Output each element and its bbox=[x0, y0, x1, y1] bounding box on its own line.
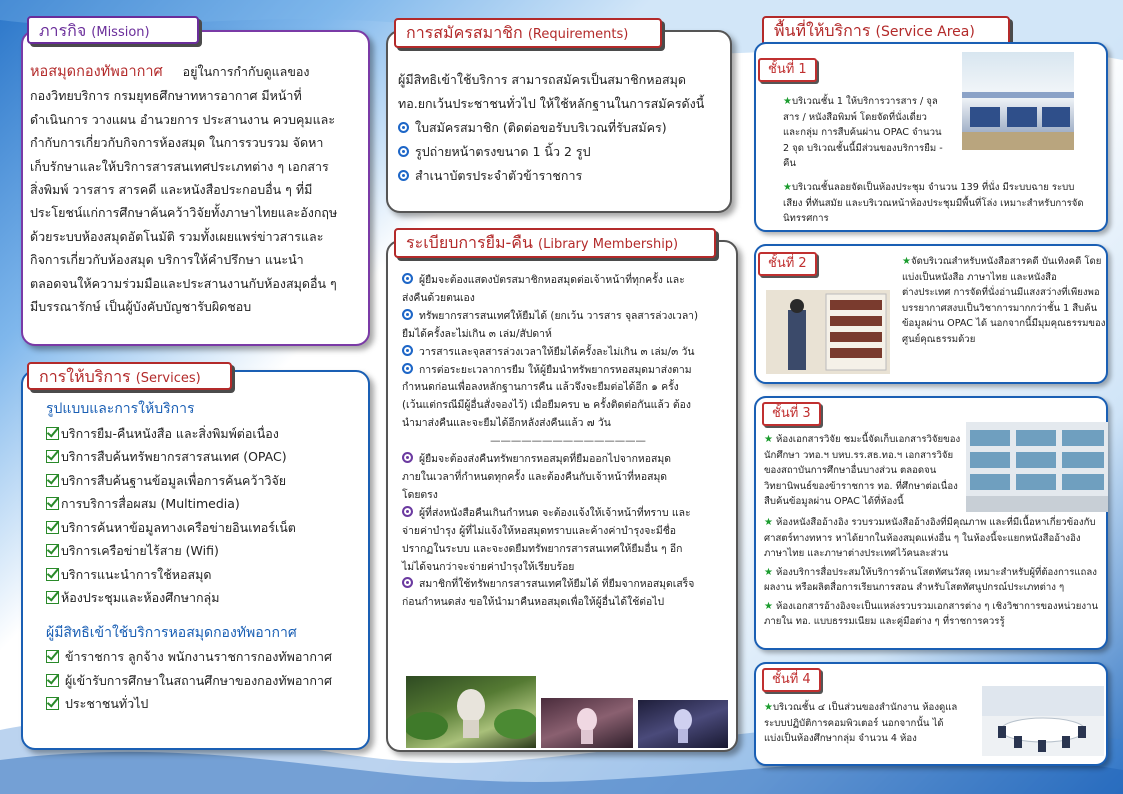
requirement-item-label: รูปถ่ายหน้าตรงขนาด 1 นิ้ว 2 รูป bbox=[415, 144, 591, 159]
mission-line: อยู่ในการกำกับดูแลของ bbox=[182, 64, 310, 79]
floor-2-notes bbox=[902, 254, 1106, 347]
service-item-label: การบริการสื่อผสม (Multimedia) bbox=[61, 496, 240, 511]
rules-body bbox=[402, 272, 734, 612]
star-icon: ★ bbox=[783, 182, 792, 193]
star-icon: ★ bbox=[764, 517, 773, 528]
requirements-title-th: การสมัครสมาชิก bbox=[406, 23, 523, 42]
floor-3-photo bbox=[966, 422, 1108, 512]
floor-note-line: บริเวณชั้น ๔ เป็นส่วนของสำนักงาน ห้องดูแล bbox=[772, 702, 958, 713]
floor-4-tab: ชั้นที่ 4 bbox=[762, 668, 821, 692]
service-item-label: ห้องประชุมและห้องศึกษากลุ่ม bbox=[61, 590, 220, 605]
star-icon: ★ bbox=[764, 600, 773, 612]
floor-note-line: ห้องหนังสืออ้างอิง รวบรวมหนังสืออ้างอิงที่มีคุณภาพ และที่มีเนื้อหาเกี่ยวข้องกับ bbox=[776, 517, 1096, 528]
star-icon: ★ bbox=[764, 702, 773, 713]
star-icon: ★ bbox=[902, 256, 911, 267]
floor-1-notes-b bbox=[783, 180, 1103, 227]
rule-item bbox=[402, 308, 734, 344]
radio-bullet-icon bbox=[402, 452, 413, 463]
floor-3-notes-b bbox=[764, 515, 1104, 630]
mission-line: ประโยชน์แก่การศึกษาค้นคว้าวิจัยทั้งภาษาไทยและอังกฤษ bbox=[30, 205, 338, 221]
floor-note-line: 2 จุด บริเวณชั้นนี้มีส่วนของบริการยืม - bbox=[783, 142, 943, 154]
floor-note-line: ห้องเอกสารวิจัย ชมะนี้จัดเก็บเอกสารวิจัยของ bbox=[776, 434, 961, 445]
radio-bullet-icon bbox=[402, 309, 413, 320]
rule-line: ปรากฏในระบบ และจะงดยืมทรัพยากรสารสนเทศให้ยืมอื่น ๆ อีก bbox=[402, 542, 683, 555]
mission-body bbox=[30, 60, 365, 318]
rule-line: สมาชิกที่ใช้ทรัพยากรสารสนเทศให้ยืมได้ ที่ยืมจากหอสมุดเสร็จ bbox=[419, 578, 695, 591]
rule-line: ภายในเวลาที่กำหนดทุกครั้ง และต้องคืนกับเจ้าหน้าที่หอสมุด bbox=[402, 470, 668, 483]
radio-bullet-icon bbox=[402, 345, 413, 356]
check-icon bbox=[46, 650, 59, 663]
radio-bullet-icon bbox=[398, 146, 409, 157]
rule-item bbox=[402, 505, 734, 577]
check-icon bbox=[46, 674, 59, 687]
rule-item bbox=[402, 451, 734, 505]
floor-note-line: ต่างประเทศ การจัดที่นั่งอ่านมีแสงสว่างที่เพียงพอ bbox=[902, 287, 1100, 298]
floor-note-line: แบ่งเป็นห้องศึกษากลุ่ม จำนวน 4 ห้อง bbox=[764, 733, 917, 744]
requirements-title bbox=[394, 18, 662, 48]
service-item bbox=[46, 586, 366, 610]
floor-1-tab: ชั้นที่ 1 bbox=[758, 58, 817, 82]
mission-title bbox=[27, 16, 199, 44]
floor-note-line: จัดบริเวณสำหรับหนังสือสารคดี บันเทิงคดี โดย bbox=[910, 256, 1102, 267]
rules-photo-night bbox=[638, 700, 728, 748]
rules-title bbox=[394, 228, 716, 258]
service-item-label: บริการค้นหาข้อมูลทางเครือข่ายอินเทอร์เน็ต bbox=[61, 519, 296, 535]
floor-note-line: ศูนย์คุณธรรมด้วย bbox=[902, 333, 976, 345]
floor-note-line: ภายใน ทอ. แบบธรรมเนียม และคู่มือต่าง ๆ ที่ราชการควรรู้ bbox=[764, 616, 1005, 627]
check-icon bbox=[46, 568, 59, 581]
floor-note-line: ระบบปฏิบัติการคอมพิวเตอร์ นอกจากนั้น ได้ bbox=[764, 717, 944, 729]
rules-title-th: ระเบียบการยืม-คืน bbox=[406, 233, 533, 252]
floor-3-notes bbox=[764, 432, 964, 510]
services-title-th: การให้บริการ bbox=[39, 367, 131, 386]
service-item bbox=[46, 422, 366, 446]
floor-note-line: นิทรรศการ bbox=[783, 213, 829, 224]
service-item-label: บริการยืม-คืนหนังสือ และสิ่งพิมพ์ต่อเนื่อง bbox=[61, 425, 279, 441]
rule-line: ไม่ได้จนกว่าจะจ่ายค่าบำรุงให้เรียบร้อย bbox=[402, 560, 575, 573]
rule-line: ทรัพยากรสารสนเทศให้ยืมได้ (ยกเว้น วารสาร จุลสารล่วงเวลา) bbox=[419, 309, 699, 322]
floor-1-notes bbox=[783, 94, 961, 172]
requirements-intro: ทอ.ยกเว้นประชาชนทั่วไป ให้ใช้หลักฐานในการสมัครดังนี้ bbox=[398, 96, 705, 111]
service-item-label: บริการแนะนำการใช้หอสมุด bbox=[61, 566, 212, 582]
requirements-title-en: (Requirements) bbox=[527, 27, 629, 42]
radio-bullet-icon bbox=[402, 273, 413, 284]
service-item-label: บริการเครือข่ายไร้สาย (Wifi) bbox=[61, 543, 219, 558]
rule-item bbox=[402, 576, 734, 612]
rule-line: จ่ายค่าบำรุง ผู้ที่ไม่แจ้งให้หอสมุดทราบและค้างค่าบำรุงจะมีชื่อ bbox=[402, 524, 677, 537]
eligible-item bbox=[46, 645, 366, 669]
mission-line: ตลอดจนให้ความร่วมมือและประสานงานกับห้องสมุดอื่น ๆ bbox=[30, 275, 337, 291]
services-title bbox=[27, 362, 232, 390]
floor-2-tab: ชั้นที่ 2 bbox=[758, 252, 817, 276]
check-icon bbox=[46, 427, 59, 440]
floor-1-photo bbox=[962, 52, 1074, 150]
radio-bullet-icon bbox=[398, 122, 409, 133]
mission-title-en: (Mission) bbox=[91, 25, 150, 40]
mission-line: กำกับการเกี่ยวกับกิจการห้องสมุด ในการรวบรวม จัดหา bbox=[30, 135, 324, 151]
floor-note-line: วิทยานิพนธ์ของข้าราชการ ทอ. ที่ศึกษาต่อเนื่อง bbox=[764, 480, 958, 492]
rules-title-en: (Library Membership) bbox=[538, 237, 679, 252]
rule-line: ผู้ที่ส่งหนังสือคืนเกินกำหนด จะต้องแจ้งให้เจ้าหน้าที่ทราบ และ bbox=[419, 506, 691, 519]
eligible-item-label: ข้าราชการ ลูกจ้าง พนักงานราชการกองทัพอากาศ bbox=[64, 649, 332, 664]
rule-line: ยืมได้ครั้งละไม่เกิน ๓ เล่ม/สัปดาห์ bbox=[402, 327, 552, 340]
radio-bullet-icon bbox=[402, 363, 413, 374]
service-item bbox=[46, 539, 366, 563]
eligible-item bbox=[46, 692, 366, 716]
star-icon: ★ bbox=[764, 566, 773, 578]
rule-line: ผู้ยืมจะต้องแสดงบัตรสมาชิกหอสมุดต่อเจ้าหน้าที่ทุกครั้ง และ bbox=[419, 274, 685, 286]
check-icon bbox=[46, 544, 59, 557]
star-icon: ★ bbox=[783, 96, 792, 107]
rules-photo-garden bbox=[406, 676, 536, 748]
rules-divider: ——————————————— bbox=[490, 435, 646, 448]
service-item bbox=[46, 492, 366, 516]
eligible-item-label: ประชาชนทั่วไป bbox=[64, 696, 149, 711]
rule-line: นำมาส่งคืนและจะยืมได้อีกหลังส่งคืนแล้ว ๗ วัน bbox=[402, 417, 611, 430]
service-item-label: บริการสืบค้นฐานข้อมูลเพื่อการค้นคว้าวิจัย bbox=[61, 472, 287, 488]
floor-note-line: บรรยากาศสงบเป็นวิชาการมากกว่าชั้น 1 สืบค้น bbox=[902, 302, 1098, 314]
floor-note-line: ห้องเอกสารอ้างอิงจะเป็นแหล่งรวบรวมเอกสารต่าง ๆ เชิงวิชาการของหน่วยงาน bbox=[776, 600, 1099, 612]
rule-item bbox=[402, 272, 734, 308]
floor-note-line: เสียง ที่ทันสมัย และบริเวณหน้าห้องประชุมมีพื้นที่โล่ง เหมาะสำหรับการจัด bbox=[783, 197, 1084, 209]
radio-bullet-icon bbox=[402, 506, 413, 517]
service-area-title-en: (Service Area) bbox=[875, 24, 975, 40]
floor-2-photo bbox=[766, 290, 890, 374]
radio-bullet-icon bbox=[402, 577, 413, 588]
floor-note-line: คืน bbox=[783, 158, 796, 169]
mission-line: กิจการเกี่ยวกับห้องสมุด บริการให้คำปรึกษา แนะนำ bbox=[30, 252, 304, 268]
eligible-heading: ผู้มีสิทธิเข้าใช้บริการหอสมุดกองทัพอากาศ bbox=[46, 624, 297, 641]
requirement-item-label: สำเนาบัตรประจำตัวข้าราชการ bbox=[415, 168, 583, 183]
requirement-item bbox=[398, 164, 728, 188]
requirements-intro: ผู้มีสิทธิเข้าใช้บริการ สามารถสมัครเป็นสมาชิกหอสมุด bbox=[398, 72, 686, 87]
check-icon bbox=[46, 450, 59, 463]
check-icon bbox=[46, 497, 59, 510]
mission-line: ด้วยระบบห้องสมุดอัตโนมัติ รวมทั้งเผยแพร่ข่าวสารและ bbox=[30, 228, 324, 244]
eligible-item bbox=[46, 669, 366, 693]
mission-lead: หอสมุดกองทัพอากาศ bbox=[30, 64, 163, 80]
rule-line: (เว้นแต่กรณีมีผู้อื่นสั่งจองไว้) เมื่อยืมครบ ๒ ครั้งติดต่อกันแล้ว ต้อง bbox=[402, 399, 691, 412]
requirement-item bbox=[398, 116, 728, 140]
service-item-label: บริการสืบค้นทรัพยากรสารสนเทศ (OPAC) bbox=[61, 449, 287, 464]
floor-note-line: ศาสตร์ทางทหาร หาได้ยากในห้องสมุดแห่งอื่น ๆ ในห้องนี้จะแยกหนังสืออ้างอิง bbox=[764, 532, 1081, 544]
service-area-title-th: พื้นที่ให้บริการ bbox=[774, 21, 871, 40]
requirement-item-label: ใบสมัครสมาชิก (ติดต่อขอรับบริเวณที่รับสมัคร) bbox=[415, 120, 667, 135]
service-item bbox=[46, 516, 366, 540]
services-heading: รูปแบบและการให้บริการ bbox=[46, 401, 195, 417]
floor-note-line: สืบค้นข้อมูลผ่าน OPAC ได้ที่ห้องนี้ bbox=[764, 496, 904, 507]
floor-note-line: ข้อมูลผ่าน OPAC ได้ นอกจากนี้มีมุมคุณธรรมของ bbox=[902, 318, 1106, 329]
floor-note-line: ภาษาไทย และภาษาต่างประเทศไว้คนละส่วน bbox=[764, 548, 949, 559]
floor-note-line: นักศึกษา วทอ.ฯ บหบ.รร.สธ.ทอ.ฯ เอกสารวิจัย bbox=[764, 449, 954, 461]
services-body bbox=[46, 398, 366, 716]
check-icon bbox=[46, 591, 59, 604]
rule-line: ผู้ยืมจะต้องส่งคืนทรัพยากรหอสมุดที่ยืมออกไปจากหอสมุด bbox=[419, 453, 671, 466]
floor-4-photo bbox=[982, 686, 1104, 756]
services-title-en: (Services) bbox=[135, 371, 201, 386]
eligible-item-label: ผู้เข้ารับการศึกษาในสถานศึกษาของกองทัพอากาศ bbox=[64, 672, 332, 688]
service-item bbox=[46, 445, 366, 469]
mission-line: กองวิทยบริการ กรมยุทธศึกษาทหารอากาศ มีหน้าที่ bbox=[30, 88, 302, 104]
service-item bbox=[46, 469, 366, 493]
rule-line: ก่อนกำหนดส่ง ขอให้นำมาคืนหอสมุดเพื่อให้ผู้อื่นได้ใช้ต่อไป bbox=[402, 596, 665, 609]
floor-note-line: แบ่งเป็นหนังสือ ภาษาไทย และหนังสือ bbox=[902, 271, 1057, 283]
floor-note-line: บริเวณชั้น 1 ให้บริการวารสาร / จุล bbox=[791, 96, 938, 107]
floor-note-line: บริเวณชั้นลอยจัดเป็นห้องประชุม จำนวน 139 ที่นั่ง มีระบบฉาย ระบบ bbox=[791, 182, 1075, 193]
check-icon bbox=[46, 697, 59, 710]
rule-item bbox=[402, 362, 734, 434]
floor-note-line: สาร / หนังสือพิมพ์ โดยจัดที่นั่งเดี่ยว bbox=[783, 111, 927, 123]
floor-note-line: และกลุ่ม การสืบค้นผ่าน OPAC จำนวน bbox=[783, 127, 942, 138]
star-icon: ★ bbox=[764, 434, 773, 445]
floor-note-line: ผลงาน หรือผลิตสื่อการเรียนการสอน สำหรับโสตทัศนูปกรณ์ประเภทต่าง ๆ bbox=[764, 582, 1065, 593]
rule-item bbox=[402, 344, 734, 362]
rules-photo-vase bbox=[541, 698, 633, 748]
radio-bullet-icon bbox=[398, 170, 409, 181]
requirement-item bbox=[398, 140, 728, 164]
floor-note-line: ของสถาบันการศึกษาอื่นบางส่วน ตลอดจน bbox=[764, 465, 937, 476]
rule-line: กำหนดก่อนเพื่อลงหลักฐานการคืน แล้วจึงจะยืมต่อได้อีก ๑ ครั้ง bbox=[402, 381, 679, 394]
rule-line: ส่งคืนด้วยตนเอง bbox=[402, 291, 475, 304]
floor-3-tab: ชั้นที่ 3 bbox=[762, 402, 821, 426]
mission-line: สิ่งพิมพ์ วารสาร สารคดี และหนังสือประกอบอื่น ๆ ที่มี bbox=[30, 182, 313, 198]
requirements-body bbox=[398, 68, 728, 188]
floor-note-line: ห้องบริการสื่อประสมให้บริการด้านโสตทัศนวัสดุ เหมาะสำหรับผู้ที่ต้องการแถลง bbox=[776, 566, 1097, 578]
rule-line: โดยตรง bbox=[402, 488, 438, 501]
mission-line: มีบรรณารักษ์ เป็นผู้บังคับบัญชารับผิดชอบ bbox=[30, 299, 252, 315]
floor-4-notes bbox=[764, 700, 982, 747]
mission-title-th: ภารกิจ bbox=[39, 21, 87, 40]
check-icon bbox=[46, 474, 59, 487]
mission-line: เก็บรักษาและให้บริการสารสนเทศประเภทต่าง ๆ เอกสาร bbox=[30, 158, 329, 174]
rule-line: การต่อระยะเวลาการยืม ให้ผู้ยืมนำทรัพยากรหอสมุดมาส่งตาม bbox=[419, 363, 692, 376]
service-item bbox=[46, 563, 366, 587]
mission-line: ดำเนินการ วางแผน อำนวยการ ประสานงาน ควบคุมและ bbox=[30, 111, 336, 127]
check-icon bbox=[46, 521, 59, 534]
rule-line: วารสารและจุลสารล่วงเวลาให้ยืมได้ครั้งละไม่เกิน ๓ เล่ม/๓ วัน bbox=[419, 345, 695, 358]
